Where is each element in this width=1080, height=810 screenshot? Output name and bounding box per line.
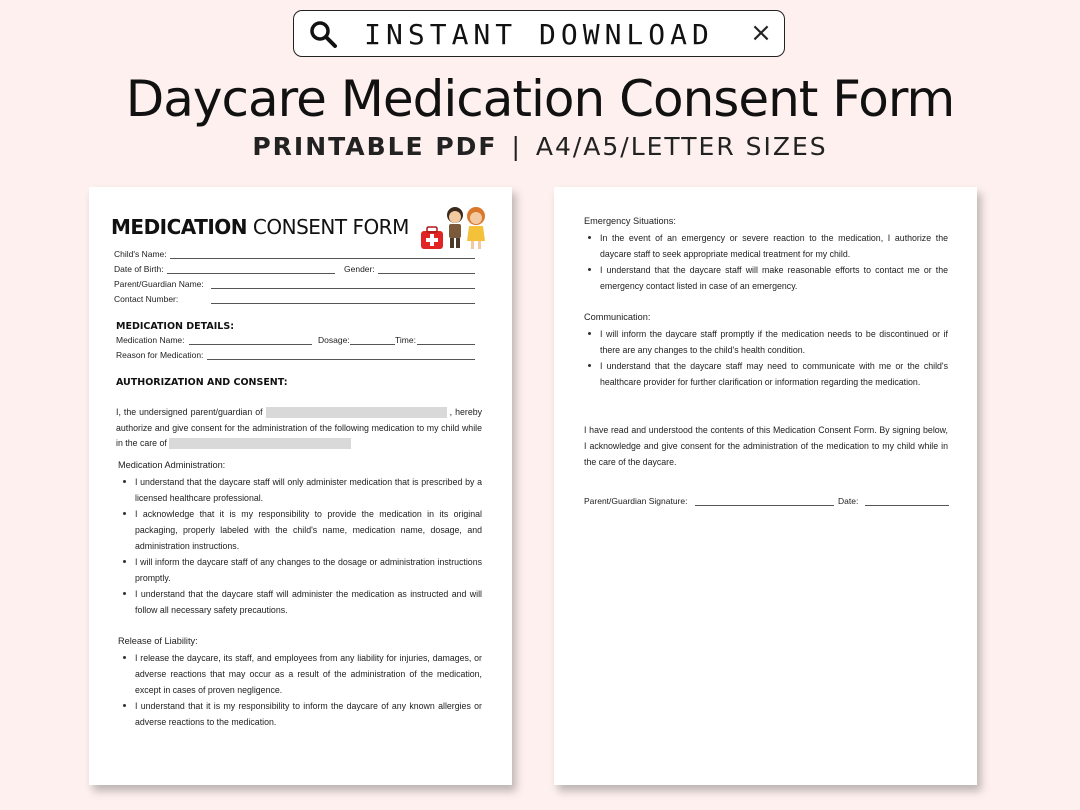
list-item: I understand that it is my responsibility to inform the daycare of any known allergies or adverse reactions to the medication.	[119, 698, 482, 730]
time-label: Time:	[395, 335, 416, 345]
reason-line[interactable]	[207, 350, 475, 360]
authorization-paragraph	[116, 405, 482, 452]
page-title: Daycare Medication Consent Form	[125, 70, 955, 128]
closing-paragraph: I have read and understood the contents of this Medication Consent Form. By signing below, I acknowledge and give consent for the administration of the medication to my child while in the care of the daycare.	[584, 425, 948, 467]
daycare-name-box[interactable]	[169, 438, 351, 449]
medication-name-label: Medication Name:	[116, 335, 185, 345]
authorization-heading: AUTHORIZATION AND CONSENT:	[116, 377, 288, 388]
subtitle-bold: PRINTABLE PDF	[252, 132, 498, 161]
form-page-1	[89, 187, 512, 785]
emergency-list	[584, 230, 948, 294]
list-item: In the event of an emergency or severe reaction to the medication, I authorize the daycare staff to seek appropriate medical treatment for my child.	[584, 230, 948, 262]
authorization-text-1: I, the undersigned parent/guardian of	[116, 407, 263, 417]
medication-details-heading: MEDICATION DETAILS:	[116, 321, 234, 332]
list-item: I will inform the daycare staff promptly if the medication needs to be discontinued or if there are any changes to the child's health condition.	[584, 326, 948, 358]
list-item: I acknowledge that it is my responsibility to provide the medication in its original packaging, properly labeled with the child's name, medication name, dosage, and administration instructions.	[119, 506, 482, 554]
close-icon: ×	[750, 18, 772, 48]
list-item: I understand that the daycare staff will administer the medication as instructed and will follow all necessary safety precautions.	[119, 586, 482, 618]
subtitle	[0, 131, 1080, 163]
banner-text: INSTANT DOWNLOAD	[364, 18, 714, 51]
signature-label: Parent/Guardian Signature:	[584, 496, 688, 506]
medication-administration-list	[119, 474, 482, 618]
dob-line[interactable]	[167, 264, 335, 274]
form-title	[111, 215, 409, 239]
list-item: I understand that the daycare staff may need to communicate with me or the child's healthcare provider for further clarification or information regarding the medication.	[584, 358, 948, 390]
authorization-text-2: , hereby authorize and give consent for the administration of the following medication to my child while in the care of	[116, 407, 482, 448]
communication-heading: Communication:	[584, 312, 651, 322]
medication-administration-heading: Medication Administration:	[118, 460, 226, 470]
contact-line[interactable]	[211, 294, 475, 304]
kids-illustration	[419, 205, 495, 253]
subtitle-separator: |	[511, 132, 522, 161]
dosage-line[interactable]	[350, 335, 395, 345]
emergency-heading: Emergency Situations:	[584, 216, 676, 226]
date-label: Date:	[838, 496, 859, 506]
list-item: I understand that the daycare staff will make reasonable efforts to contact me or the emergency contact listed in case of an emergency.	[584, 262, 948, 294]
dosage-label: Dosage:	[318, 335, 350, 345]
dob-label: Date of Birth:	[114, 264, 164, 274]
guardian-line[interactable]	[211, 279, 475, 289]
child-name-label: Child's Name:	[114, 249, 167, 259]
list-item: I release the daycare, its staff, and employees from any liability for injuries, damages, or adverse reactions that may occur as a result of the administration of the medication, except in cases of proven negligence.	[119, 650, 482, 698]
reason-label: Reason for Medication:	[116, 350, 204, 360]
contact-label: Contact Number:	[114, 294, 179, 304]
form-page-2	[554, 187, 977, 785]
instant-download-banner	[293, 10, 785, 57]
time-line[interactable]	[417, 335, 475, 345]
liability-heading: Release of Liability:	[118, 636, 198, 646]
signature-line[interactable]	[695, 496, 834, 506]
subtitle-rest: A4/A5/LETTER SIZES	[535, 132, 828, 161]
form-title-bold: MEDICATION	[111, 215, 248, 239]
child-name-box[interactable]	[266, 407, 447, 418]
gender-line[interactable]	[378, 264, 475, 274]
list-item: I will inform the daycare staff of any changes to the dosage or administration instructions promptly.	[119, 554, 482, 586]
medication-name-line[interactable]	[189, 335, 312, 345]
child-name-line[interactable]	[170, 249, 475, 259]
list-item: I understand that the daycare staff will only administer medication that is prescribed by a licensed healthcare professional.	[119, 474, 482, 506]
communication-list	[584, 326, 948, 390]
liability-list	[119, 650, 482, 730]
form-title-rest: CONSENT FORM	[247, 215, 409, 239]
gender-label: Gender:	[344, 264, 375, 274]
guardian-label: Parent/Guardian Name:	[114, 279, 204, 289]
date-line[interactable]	[865, 496, 949, 506]
